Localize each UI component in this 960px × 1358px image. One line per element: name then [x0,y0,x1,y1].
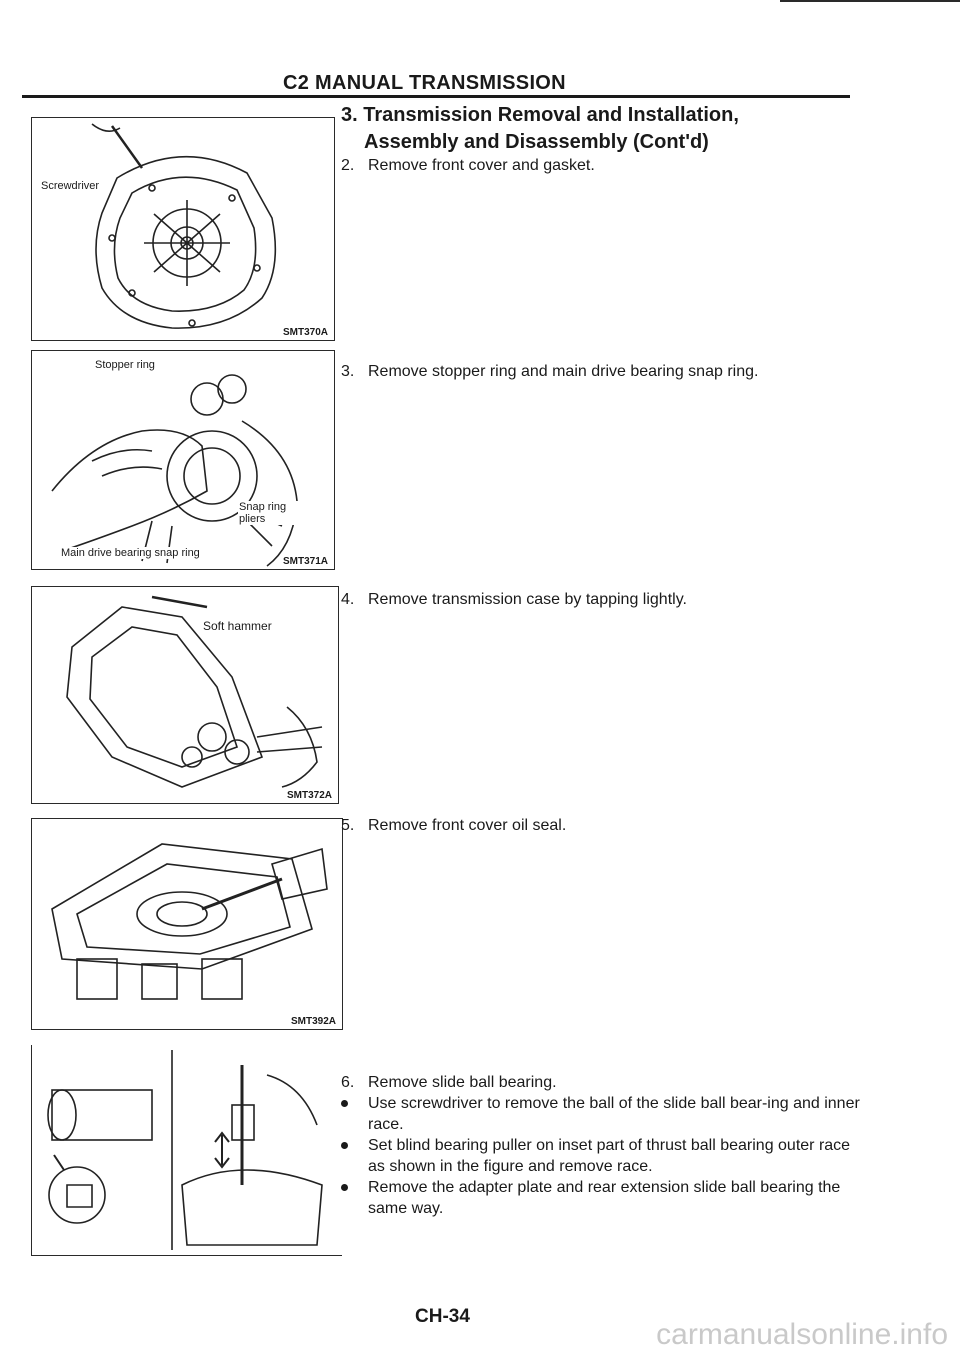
step-number: 4. [341,591,355,608]
step-text: Remove front cover oil seal. [368,817,567,834]
step-3 [341,361,861,382]
step-text: Remove transmission case by tapping lightly. [368,591,687,608]
oil-seal-illustration [32,819,342,1029]
step-2 [341,155,861,176]
figure-front-cover [31,117,335,341]
bullet-dot [341,1142,348,1149]
section-title [341,102,861,156]
figure-soft-hammer [31,586,339,804]
step-number: 5. [341,817,355,834]
bullet-text: Set blind bearing puller on inset part of thrust ball bearing outer race as shown in the figure and remove race. [368,1137,851,1175]
bullet-dot [341,1100,348,1107]
step-6 [341,1072,861,1093]
stopper-ring-illustration [32,351,334,569]
bullet-text: Remove the adapter plate and rear extension slide ball bearing the same way. [368,1179,841,1217]
bullet-dot [341,1184,348,1191]
step-number: 6. [341,1074,355,1091]
step-number: 3. [341,363,355,380]
front-cover-illustration [32,118,334,340]
bullet-list [341,1093,861,1219]
label-stopper-ring: Stopper ring [95,359,155,371]
figure-oil-seal [31,818,343,1030]
step-text: Remove slide ball bearing. [368,1074,557,1091]
section-title-line-2: Assembly and Disassembly (Cont'd) [364,131,709,153]
step-number: 2. [341,157,355,174]
header-rule [22,95,850,98]
page-number: CH-34 [415,1306,470,1327]
watermark: carmanualsonline.info [656,1318,948,1351]
label-soft-hammer: Soft hammer [203,619,272,633]
page-header: C2 MANUAL TRANSMISSION [283,72,566,94]
label-screwdriver: Screwdriver [41,180,100,192]
figure-code: SMT392A [290,1016,336,1027]
soft-hammer-illustration [32,587,338,803]
label-snap-ring-pliers: Snap ring pliers [238,501,312,525]
bullet-item [341,1177,861,1219]
figure-slide-ball-bearing [31,1045,342,1256]
section-title-line-1: 3. Transmission Removal and Installation, [341,104,739,126]
slide-ball-bearing-illustration [32,1045,342,1255]
step-text: Remove front cover and gasket. [368,157,595,174]
step-4 [341,589,861,610]
bullet-text: Use screwdriver to remove the ball of the slide ball bear-ing and inner race. [368,1095,860,1133]
bullet-item [341,1135,861,1177]
figure-code: SMT370A [282,327,328,338]
label-main-drive-bearing-snap-ring: Main drive bearing snap ring [61,547,200,559]
figure-stopper-ring [31,350,335,570]
step-5 [341,815,861,836]
corner-mark [780,0,960,2]
bullet-item [341,1093,861,1135]
step-text: Remove stopper ring and main drive bearing snap ring. [368,363,759,380]
figure-code: SMT371A [282,556,328,567]
figure-code: SMT372A [286,790,332,801]
